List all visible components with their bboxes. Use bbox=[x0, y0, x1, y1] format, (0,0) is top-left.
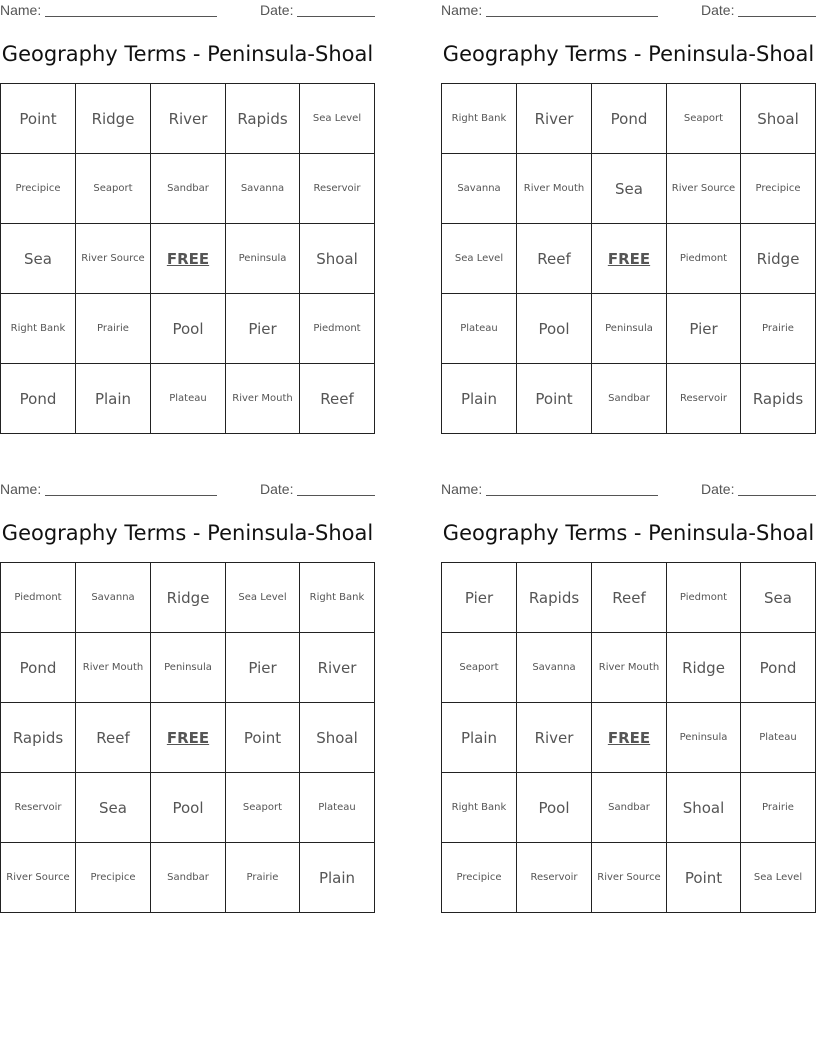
bingo-cell[interactable]: Prairie bbox=[76, 294, 151, 364]
bingo-cell[interactable]: Ridge bbox=[76, 84, 151, 154]
bingo-cell[interactable]: Plain bbox=[76, 364, 151, 434]
bingo-cell[interactable]: River Mouth bbox=[76, 633, 151, 703]
bingo-cell[interactable]: Piedmont bbox=[1, 563, 76, 633]
bingo-cell[interactable]: Pond bbox=[1, 364, 76, 434]
bingo-cell[interactable]: Savanna bbox=[442, 154, 517, 224]
bingo-cell[interactable]: Rapids bbox=[741, 364, 816, 434]
bingo-cell[interactable]: Sea bbox=[1, 224, 76, 294]
bingo-cell[interactable]: Sandbar bbox=[592, 773, 667, 843]
bingo-cell[interactable]: Rapids bbox=[226, 84, 300, 154]
bingo-cell[interactable]: Pond bbox=[1, 633, 76, 703]
bingo-cell[interactable]: Pier bbox=[442, 563, 517, 633]
date-field-line[interactable] bbox=[297, 16, 375, 17]
bingo-cell[interactable]: Precipice bbox=[741, 154, 816, 224]
bingo-cell[interactable]: Shoal bbox=[300, 703, 375, 773]
bingo-cell[interactable]: Pier bbox=[226, 633, 300, 703]
bingo-cell[interactable]: Peninsula bbox=[151, 633, 226, 703]
bingo-cell[interactable]: River bbox=[517, 703, 592, 773]
bingo-cell[interactable]: Reef bbox=[517, 224, 592, 294]
bingo-cell[interactable]: Prairie bbox=[741, 773, 816, 843]
bingo-cell[interactable]: Pier bbox=[226, 294, 300, 364]
bingo-cell[interactable]: River Mouth bbox=[226, 364, 300, 434]
bingo-cell[interactable]: Shoal bbox=[741, 84, 816, 154]
bingo-cell[interactable]: Sandbar bbox=[151, 154, 226, 224]
bingo-cell[interactable]: Seaport bbox=[226, 773, 300, 843]
bingo-cell[interactable]: Sandbar bbox=[592, 364, 667, 434]
card-title: Geography Terms - Peninsula-Shoal bbox=[442, 42, 815, 66]
bingo-cell[interactable]: Pool bbox=[517, 773, 592, 843]
bingo-cell[interactable]: Sea Level bbox=[226, 563, 300, 633]
card-title: Geography Terms - Peninsula-Shoal bbox=[1, 42, 374, 66]
bingo-cell[interactable]: River Source bbox=[76, 224, 151, 294]
bingo-cell[interactable]: Prairie bbox=[741, 294, 816, 364]
bingo-cell[interactable]: Precipice bbox=[1, 154, 76, 224]
bingo-cell[interactable]: Rapids bbox=[1, 703, 76, 773]
bingo-cell[interactable]: Right Bank bbox=[442, 773, 517, 843]
bingo-cell[interactable]: Reservoir bbox=[517, 843, 592, 913]
bingo-cell[interactable]: River Source bbox=[592, 843, 667, 913]
bingo-cell[interactable]: Reef bbox=[592, 563, 667, 633]
date-label: Date: bbox=[260, 481, 294, 497]
bingo-cell[interactable]: Plain bbox=[442, 364, 517, 434]
bingo-cell[interactable]: Right Bank bbox=[442, 84, 517, 154]
bingo-cell[interactable]: Sea bbox=[76, 773, 151, 843]
bingo-cell[interactable]: Savanna bbox=[226, 154, 300, 224]
bingo-cell[interactable]: River Mouth bbox=[517, 154, 592, 224]
free-space-cell[interactable]: FREE bbox=[151, 703, 226, 773]
bingo-cell[interactable]: Seaport bbox=[667, 84, 741, 154]
bingo-grid bbox=[0, 562, 375, 913]
bingo-cell[interactable]: Point bbox=[226, 703, 300, 773]
bingo-cell[interactable]: Right Bank bbox=[300, 563, 375, 633]
card-title: Geography Terms - Peninsula-Shoal bbox=[1, 521, 374, 545]
name-field-line[interactable] bbox=[486, 16, 658, 17]
date-field-line[interactable] bbox=[738, 16, 816, 17]
bingo-cell[interactable]: Plain bbox=[442, 703, 517, 773]
date-field-line[interactable] bbox=[297, 495, 375, 496]
free-space-cell[interactable]: FREE bbox=[151, 224, 226, 294]
bingo-cell[interactable]: Pool bbox=[517, 294, 592, 364]
bingo-cell[interactable]: River Source bbox=[1, 843, 76, 913]
bingo-cell[interactable]: Plain bbox=[300, 843, 375, 913]
bingo-cell[interactable]: Right Bank bbox=[1, 294, 76, 364]
bingo-cell[interactable]: Point bbox=[1, 84, 76, 154]
bingo-cell[interactable]: Plateau bbox=[151, 364, 226, 434]
bingo-cell[interactable]: Seaport bbox=[442, 633, 517, 703]
bingo-cell[interactable]: Pier bbox=[667, 294, 741, 364]
bingo-cell[interactable]: Sea Level bbox=[442, 224, 517, 294]
bingo-cell[interactable]: River bbox=[517, 84, 592, 154]
bingo-cell[interactable]: Sea Level bbox=[741, 843, 816, 913]
bingo-grid bbox=[0, 83, 375, 434]
bingo-cell[interactable]: Piedmont bbox=[667, 224, 741, 294]
bingo-cell[interactable]: River bbox=[151, 84, 226, 154]
bingo-card-3 bbox=[0, 479, 375, 914]
free-space-cell[interactable]: FREE bbox=[592, 224, 667, 294]
free-space-cell[interactable]: FREE bbox=[592, 703, 667, 773]
name-label: Name: bbox=[441, 481, 483, 497]
bingo-cell[interactable]: Point bbox=[667, 843, 741, 913]
name-label: Name: bbox=[0, 481, 42, 497]
bingo-cell[interactable]: Reservoir bbox=[1, 773, 76, 843]
bingo-cell[interactable]: Peninsula bbox=[226, 224, 300, 294]
bingo-cell[interactable]: Savanna bbox=[76, 563, 151, 633]
bingo-cell[interactable]: Reef bbox=[76, 703, 151, 773]
bingo-cell[interactable]: Prairie bbox=[226, 843, 300, 913]
name-label: Name: bbox=[0, 2, 42, 18]
bingo-cell[interactable]: Piedmont bbox=[300, 294, 375, 364]
name-label: Name: bbox=[441, 2, 483, 18]
bingo-cell[interactable]: Rapids bbox=[517, 563, 592, 633]
bingo-cell[interactable]: Pool bbox=[151, 294, 226, 364]
card-title: Geography Terms - Peninsula-Shoal bbox=[442, 521, 815, 545]
date-label: Date: bbox=[701, 481, 735, 497]
bingo-cell[interactable]: Plateau bbox=[741, 703, 816, 773]
bingo-cell[interactable]: Savanna bbox=[517, 633, 592, 703]
name-field-line[interactable] bbox=[45, 16, 217, 17]
bingo-cell[interactable]: Shoal bbox=[667, 773, 741, 843]
bingo-grid bbox=[441, 83, 816, 434]
name-date-header bbox=[0, 2, 375, 20]
name-field-line[interactable] bbox=[486, 495, 658, 496]
bingo-cell[interactable]: Ridge bbox=[151, 563, 226, 633]
name-field-line[interactable] bbox=[45, 495, 217, 496]
bingo-cell[interactable]: Reservoir bbox=[300, 154, 375, 224]
bingo-cell[interactable]: Pond bbox=[741, 633, 816, 703]
name-date-header bbox=[441, 481, 816, 499]
date-label: Date: bbox=[260, 2, 294, 18]
bingo-cell[interactable]: Seaport bbox=[76, 154, 151, 224]
date-field-line[interactable] bbox=[738, 495, 816, 496]
bingo-cell[interactable]: Point bbox=[517, 364, 592, 434]
name-date-header bbox=[0, 481, 375, 499]
bingo-cell[interactable]: Reef bbox=[300, 364, 375, 434]
bingo-card-1 bbox=[0, 0, 375, 435]
bingo-card-4 bbox=[441, 479, 816, 914]
bingo-cell[interactable]: Plateau bbox=[442, 294, 517, 364]
bingo-cell[interactable]: Shoal bbox=[300, 224, 375, 294]
bingo-cell[interactable]: Ridge bbox=[741, 224, 816, 294]
bingo-cell[interactable]: Plateau bbox=[300, 773, 375, 843]
name-date-header bbox=[441, 2, 816, 20]
bingo-cell[interactable]: Sea bbox=[741, 563, 816, 633]
bingo-grid bbox=[441, 562, 816, 913]
bingo-cell[interactable]: River Source bbox=[667, 154, 741, 224]
date-label: Date: bbox=[701, 2, 735, 18]
bingo-cell[interactable]: Sandbar bbox=[151, 843, 226, 913]
bingo-cell[interactable]: Pool bbox=[151, 773, 226, 843]
bingo-cell[interactable]: Peninsula bbox=[667, 703, 741, 773]
bingo-card-2 bbox=[441, 0, 816, 435]
bingo-cell[interactable]: River Mouth bbox=[592, 633, 667, 703]
bingo-cell[interactable]: Pond bbox=[592, 84, 667, 154]
bingo-cell[interactable]: River bbox=[300, 633, 375, 703]
bingo-cell[interactable]: Precipice bbox=[76, 843, 151, 913]
bingo-cell[interactable]: Sea bbox=[592, 154, 667, 224]
bingo-cell[interactable]: Sea Level bbox=[300, 84, 375, 154]
bingo-cell[interactable]: Ridge bbox=[667, 633, 741, 703]
bingo-cell[interactable]: Precipice bbox=[442, 843, 517, 913]
bingo-cell[interactable]: Piedmont bbox=[667, 563, 741, 633]
bingo-cell[interactable]: Reservoir bbox=[667, 364, 741, 434]
bingo-cell[interactable]: Peninsula bbox=[592, 294, 667, 364]
